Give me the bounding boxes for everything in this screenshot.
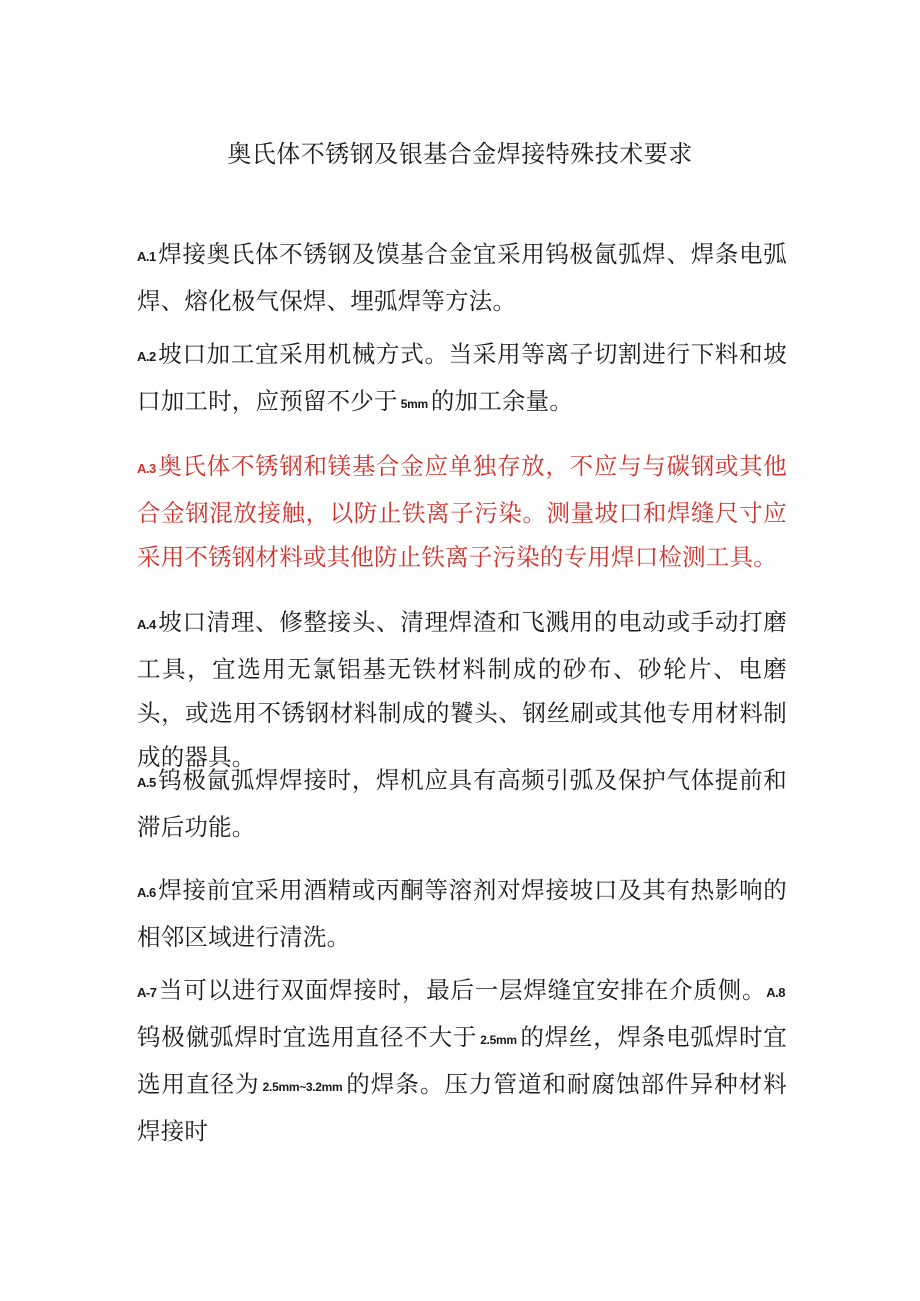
measurement-value: 2.5mm~3.2mm: [262, 1080, 343, 1094]
paragraph-text: 的焊丝，焊条电弧焊时宜选用直径为: [137, 1023, 787, 1098]
measurement-value: 2.5mm: [480, 1033, 517, 1047]
clause-number: A.2: [137, 349, 156, 364]
paragraph-text: 坡口加工宜采用机械方式。当采用等离子切割进行下料和坡口加工时，应预留不少于: [137, 340, 787, 415]
paragraph-text: 钨极僦弧焊时宜选用直径不大于: [137, 1023, 478, 1051]
paragraph-a2: [137, 332, 787, 426]
paragraph-text: 坡口清理、修整接头、清理焊渣和飞溅用的电动或手动打磨工具，宜选用无氯铝基无铁材料制成的砂布、砂轮片、电磨头，或选用不锈钢材料制成的饕头、钢丝刷或其他专用材料制成的器具。: [137, 608, 787, 771]
paragraph-text: 焊接奥氏体不锈钢及馍基合金宜采用钨极氤弧焊、焊条电弧焊、熔化极气保焊、埋弧焊等方法。: [137, 240, 787, 315]
paragraph-text: 焊接前宜采用酒精或丙酮等溶剂对焊接坡口及其有热影响的相邻区域进行清洗。: [137, 876, 787, 951]
paragraph-text: 钨极氤弧焊焊接时，焊机应具有高频引弧及保护气体提前和滞后功能。: [137, 766, 787, 841]
clause-number: A.8: [766, 985, 785, 1000]
clause-number: A.4: [137, 617, 156, 632]
clause-number: A.6: [137, 885, 156, 900]
measurement-value: 5mm: [400, 397, 428, 411]
paragraph-a4: [137, 600, 787, 779]
paragraph-a1: [137, 232, 787, 323]
paragraph-a5: [137, 758, 787, 849]
paragraph-a7-a8: [137, 968, 787, 1153]
paragraph-text: 的加工余量。: [430, 387, 574, 415]
paragraph-a3-highlighted: [137, 444, 787, 579]
clause-number: A.5: [137, 775, 156, 790]
paragraph-text: 奥氏体不锈钢和镁基合金应单独存放，不应与与碳钢或其他合金钢混放接触，以防止铁离子污染。测量坡口和焊缝尺寸应采用不锈钢材料或其他防止铁离子污染的专用焊口检测工具。: [137, 452, 787, 571]
paragraph-text: 的焊条。压力管道和耐腐蚀部件异种材料焊接时: [137, 1070, 788, 1145]
clause-number: A.1: [137, 249, 156, 264]
clause-number: A-7: [137, 985, 157, 1000]
paragraph-text: 当可以进行双面焊接时，最后一层焊缝宜安排在介质侧。: [158, 976, 767, 1004]
paragraph-a6: [137, 868, 787, 959]
document-title: 奥氏体不锈钢及银基合金焊接特殊技术要求: [227, 140, 693, 168]
clause-number: A.3: [137, 461, 156, 476]
